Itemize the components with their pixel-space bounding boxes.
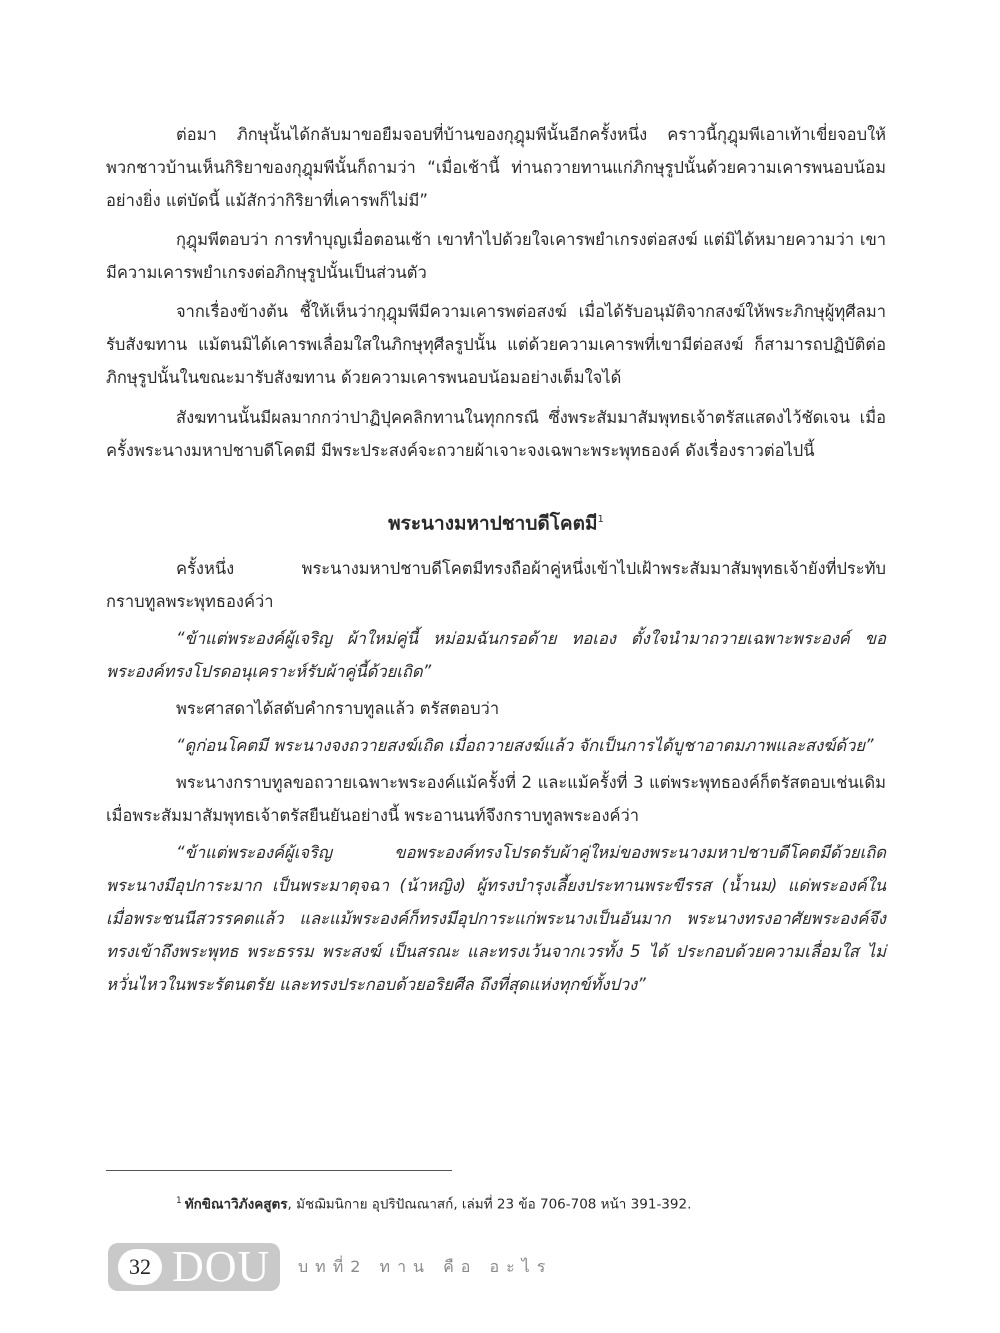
footnote-title: ทักขิณาวิภังคสูตร — [184, 1196, 288, 1213]
paragraph-1: ต่อมา ภิกษุนั้นได้กลับมาขอยืมจอบที่บ้านของกุฎุมพีนั้นอีกครั้งหนึ่ง คราวนี้กุฎุมพีเอาเท้าเขี่ยจอบให้ พวกชาวบ้านเห็นกิริยาของกุฎุมพีนั้นก็ถามว่า “เมื่อเช้านี้ ท่านถวายทานแก่ภิกษุรูปนั้นด้วยความเคารพนอบน้อมอย่างยิ่ง แต่บัดนี้ แม้สักว่ากิริยาที่เคารพก็ไม่มี” — [106, 125, 886, 210]
footnote-mark: 1 — [176, 1196, 182, 1206]
story-paragraph-3: พระนางกราบทูลขอถวายเฉพาะพระองค์แม้ครั้งที่ 2 และแม้ครั้งที่ 3 แต่พระพุทธองค์ก็ตรัสตอบเช่นเดิม เมื่อพระสัมมาสัมพุทธเจ้าตรัสยืนยันอย่างนี้ พระอานนท์จึงกราบทูลพระองค์ว่า — [106, 773, 886, 826]
footnote — [176, 1190, 896, 1216]
section-heading-text: พระนางมหาปชาบดีโคตมี — [388, 512, 598, 535]
paragraph-2: กุฎุมพีตอบว่า การทำบุญเมื่อตอนเช้า เขาทำไปด้วยใจเคารพยำเกรงต่อสงฆ์ แต่มิได้หมายความว่า เขามีความเคารพยำเกรงต่อภิกษุรูปนั้นเป็นส่วนตัว — [106, 230, 886, 282]
page-number: 32 — [118, 1249, 162, 1285]
section-heading — [106, 505, 886, 538]
dou-logo: DOU — [172, 1242, 271, 1291]
story-quote-3: “ข้าแต่พระองค์ผู้เจริญ ขอพระองค์ทรงโปรดรับผ้าคู่ใหม่ของพระนางมหาปชาบดีโคตมีด้วยเถิด พระนางมีอุปการะมาก เป็นพระมาตุจฉา (น้าหญิง) ผู้ทรงบำรุงเลี้ยงประทานพระขีรรส (น้ำนม) แด่พระองค์ในเมื่อพระชนนีสวรรคตแล้ว และแม้พระองค์ก็ทรงมีอุปการะแก่พระนางเป็นอันมาก พระนางทรงอาศัยพระองค์จึงทรงเข้าถึงพระพุทธ พระธรรม พระสงฆ์ เป็นสรณะ และทรงเว้นจากเวรทั้ง 5 ได้ ประกอบด้วยความเลื่อมใส ไม่หวั่นไหวในพระรัตนตรัย และทรงประกอบด้วยอริยศีล ถึงที่สุดแห่งทุกข์ทั้งปวง” — [106, 843, 886, 995]
story-quote-2: “ดูก่อนโคตมี พระนางจงถวายสงฆ์เถิด เมื่อถวายสงฆ์แล้ว จักเป็นการได้บูชาอาตมภาพและสงฆ์ด้วย” — [176, 736, 874, 756]
story-paragraph-1: ครั้งหนึ่ง พระนางมหาปชาบดีโคตมีทรงถือผ้าคู่หนึ่งเข้าไปเฝ้าพระสัมมาสัมพุทธเจ้ายังที่ประทับ กราบทูลพระพุทธองค์ว่า — [106, 559, 886, 612]
story-quote-1: “ข้าแต่พระองค์ผู้เจริญ ผ้าใหม่คู่นี้ หม่อมฉันกรอด้าย ทอเอง ตั้งใจนำมาถวายเฉพาะพระองค์ ขอพระองค์ทรงโปรดอนุเคราะห์รับผ้าคู่นี้ด้วยเถิด” — [106, 629, 886, 682]
footnote-divider — [106, 1170, 452, 1171]
story-paragraph-2: พระศาสดาได้สดับคำกราบทูลแล้ว ตรัสตอบว่า — [176, 699, 500, 719]
footnote-text: , มัชฌิมนิกาย อุปริปัณณาสก์, เล่มที่ 23 ข้อ 706-708 หน้า 391-392. — [287, 1196, 692, 1213]
heading-footnote-mark: 1 — [597, 514, 604, 525]
paragraph-3: จากเรื่องข้างต้น ชี้ให้เห็นว่ากุฎุมพีมีความเคารพต่อสงฆ์ เมื่อได้รับอนุมัติจากสงฆ์ให้พระภิกษุผู้ทุศีลมารับสังฆทาน แม้ตนมิได้เคารพเลื่อมใสในภิกษุทุศีลรูปนั้น แต่ด้วยความเคารพที่เขามีต่อสงฆ์ ก็สามารถปฏิบัติต่อภิกษุรูปนั้นในขณะมารับสังฆทาน ด้วยความเคารพนอบน้อมอย่างเต็มใจได้ — [106, 302, 886, 387]
chapter-title: บทที่2 ทาน คือ อะไร — [298, 1257, 553, 1276]
page-content — [106, 118, 886, 1001]
paragraph-4: สังฆทานนั้นมีผลมากกว่าปาฏิปุคคลิกทานในทุกกรณี ซึ่งพระสัมมาสัมพุทธเจ้าตรัสแสดงไว้ชัดเจน เมื่อครั้งพระนางมหาปชาบดีโคตมี มีพระประสงค์จะถวายผ้าเจาะจงเฉพาะพระพุทธองค์ ดังเรื่องราวต่อไปนี้ — [106, 408, 886, 460]
